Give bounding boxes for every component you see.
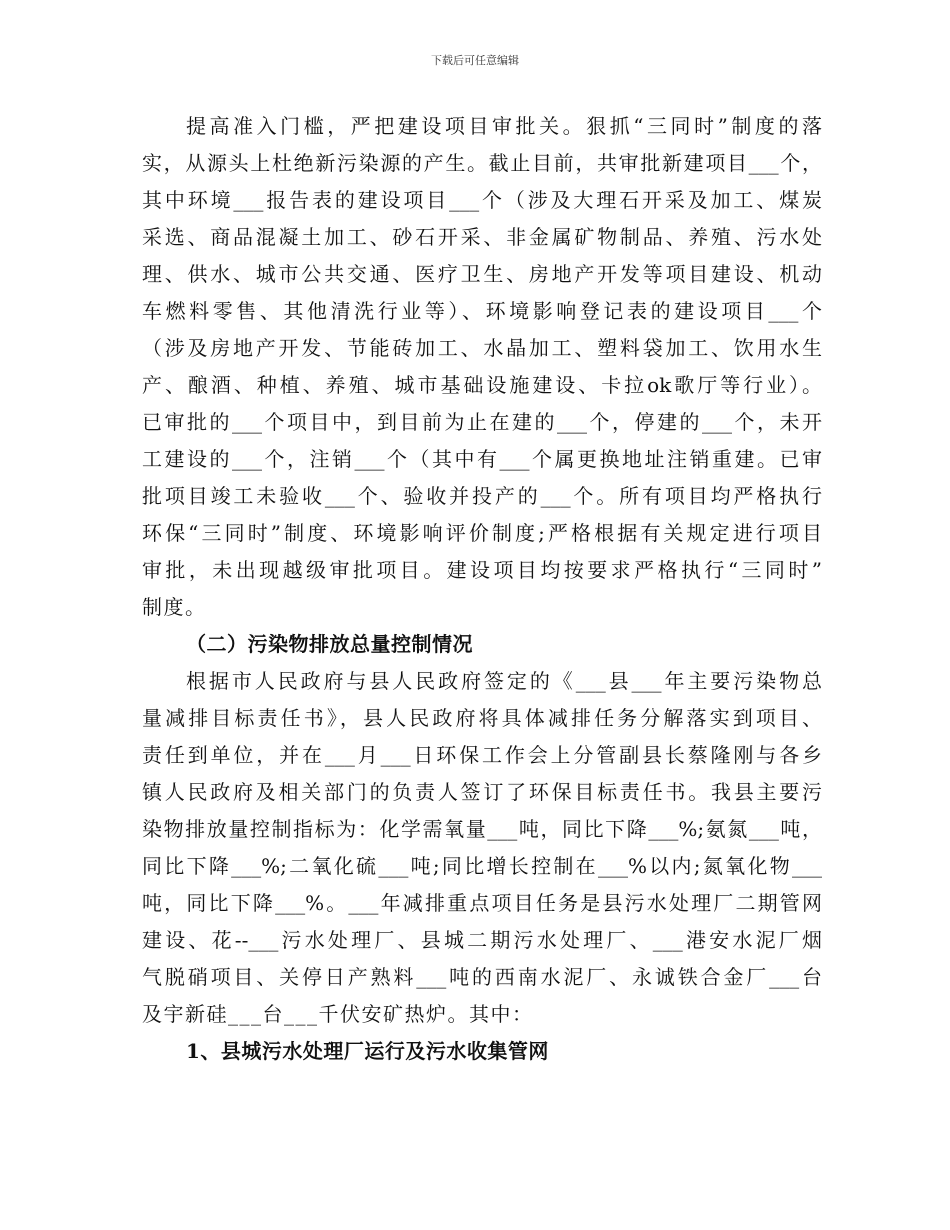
- text-line: 吨，同比下降___%。___年减排重点项目任务是县污水处理厂二期管网: [142, 891, 822, 915]
- document-body: [142, 108, 822, 1070]
- text-line: 理、供水、城市公共交通、医疗卫生、房地产开发等项目建设、机动: [142, 262, 822, 286]
- text-line: 及宇新硅___台___千伏安矿热炉。其中：: [142, 1002, 534, 1026]
- text-line: 建设、花--___污水处理厂、县城二期污水处理厂、___港安水泥厂烟: [142, 928, 822, 952]
- text-line: 产、酿酒、种植、养殖、城市基础设施建设、卡拉ok歌厅等行业）。: [142, 373, 822, 397]
- text-line: 实，从源头上杜绝新污染源的产生。截止目前，共审批新建项目___个，: [142, 151, 822, 175]
- text-line: 制度。: [142, 595, 207, 619]
- text-line: 环保“三同时”制度、环境影响评价制度;严格根据有关规定进行项目: [142, 521, 822, 545]
- text-line: 其中环境___报告表的建设项目___个（涉及大理石开采及加工、煤炭: [142, 188, 822, 212]
- text-line: 批项目竣工未验收___个、验收并投产的___个。所有项目均严格执行: [142, 484, 822, 508]
- text-line: 同比下降___%;二氧化硫___吨;同比增长控制在___%以内;氮氧化物___: [142, 854, 822, 878]
- text-line: 镇人民政府及相关部门的负责人签订了环保目标责任书。我县主要污: [142, 780, 822, 804]
- text-line: 根据市人民政府与县人民政府签定的《___县___年主要污染物总: [186, 669, 822, 693]
- text-line: 车燃料零售、其他清洗行业等）、环境影响登记表的建设项目___个: [142, 299, 822, 323]
- text-line: 工建设的___个，注销___个（其中有___个属更换地址注销重建。已审: [142, 447, 822, 471]
- text-line: 采选、商品混凝土加工、砂石开采、非金属矿物制品、养殖、污水处: [142, 225, 822, 249]
- text-line: 已审批的___个项目中，到目前为止在建的___个，停建的___个，未开: [142, 410, 822, 434]
- text-line: 提高准入门槛，严把建设项目审批关。狠抓“三同时”制度的落: [186, 114, 822, 138]
- text-line: 审批，未出现越级审批项目。建设项目均按要求严格执行“三同时”: [142, 558, 822, 582]
- text-line: （涉及房地产开发、节能砖加工、水晶加工、塑料袋加工、饮用水生: [142, 336, 822, 360]
- section-heading: （二）污染物排放总量控制情况: [186, 632, 473, 656]
- text-line: 染物排放量控制指标为：化学需氧量___吨，同比下降___%;氨氮___吨，: [142, 817, 822, 841]
- text-line: 量减排目标责任书》，县人民政府将具体减排任务分解落实到项目、: [142, 706, 822, 730]
- text-line: 责任到单位，并在___月___日环保工作会上分管副县长蔡隆刚与各乡: [142, 743, 822, 767]
- page-header: 下载后可任意编辑: [431, 54, 519, 67]
- section-heading: 1、县城污水处理厂运行及污水收集管网: [186, 1039, 549, 1063]
- text-line: 气脱硝项目、关停日产熟料___吨的西南水泥厂、永诚铁合金厂___台: [142, 965, 822, 989]
